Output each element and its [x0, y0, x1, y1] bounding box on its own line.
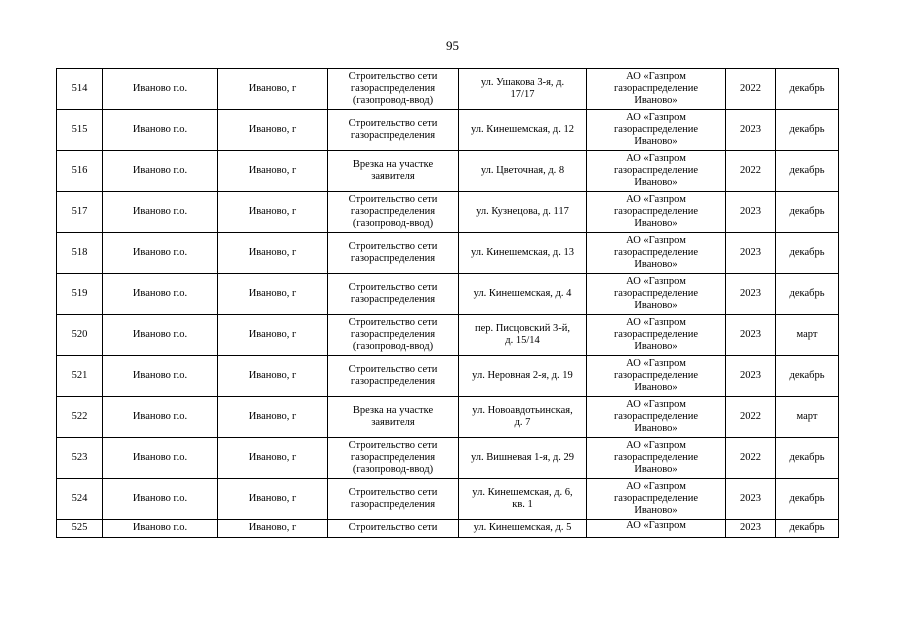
cell-address: ул. Кинешемская, д. 6, кв. 1 [459, 479, 587, 520]
cell-settlement: Иваново, г [218, 479, 328, 520]
cell-organization: АО «Газпром газораспределение Иваново» [587, 315, 726, 356]
table-row [57, 69, 839, 110]
cell-month: декабрь [776, 110, 839, 151]
cell-year: 2023 [726, 110, 776, 151]
cell-organization: АО «Газпром газораспределение Иваново» [587, 69, 726, 110]
cell-row-number: 525 [57, 520, 103, 538]
cell-organization: АО «Газпром газораспределение Иваново» [587, 110, 726, 151]
cell-year: 2022 [726, 69, 776, 110]
cell-municipality: Иваново г.о. [103, 233, 218, 274]
cell-settlement: Иваново, г [218, 274, 328, 315]
cell-municipality: Иваново г.о. [103, 274, 218, 315]
cell-settlement: Иваново, г [218, 192, 328, 233]
cell-year: 2022 [726, 397, 776, 438]
cell-municipality: Иваново г.о. [103, 110, 218, 151]
table-row [57, 520, 839, 538]
cell-address: ул. Вишневая 1-я, д. 29 [459, 438, 587, 479]
page-number: 95 [446, 38, 459, 53]
cell-organization: АО «Газпром газораспределение Иваново» [587, 233, 726, 274]
cell-month: декабрь [776, 233, 839, 274]
cell-year: 2022 [726, 151, 776, 192]
cell-month: декабрь [776, 479, 839, 520]
cell-row-number: 523 [57, 438, 103, 479]
cell-year: 2023 [726, 274, 776, 315]
cell-month: март [776, 315, 839, 356]
cell-settlement: Иваново, г [218, 233, 328, 274]
cell-organization: АО «Газпром газораспределение Иваново» [587, 274, 726, 315]
cell-month: декабрь [776, 192, 839, 233]
cell-settlement: Иваново, г [218, 151, 328, 192]
cell-address: ул. Ушакова 3-я, д. 17/17 [459, 69, 587, 110]
cell-address: ул. Неровная 2-я, д. 19 [459, 356, 587, 397]
cell-work-type: Строительство сети газораспределения [328, 479, 459, 520]
cell-month: декабрь [776, 438, 839, 479]
cell-year: 2022 [726, 438, 776, 479]
table-row [57, 110, 839, 151]
cell-address: ул. Кинешемская, д. 4 [459, 274, 587, 315]
cell-month: декабрь [776, 356, 839, 397]
cell-month: декабрь [776, 151, 839, 192]
cell-year: 2023 [726, 356, 776, 397]
cell-month: декабрь [776, 274, 839, 315]
cell-month: декабрь [776, 520, 839, 538]
cell-row-number: 515 [57, 110, 103, 151]
gasification-schedule-table [56, 68, 839, 538]
cell-work-type: Строительство сети газораспределения (газопровод-ввод) [328, 438, 459, 479]
cell-municipality: Иваново г.о. [103, 479, 218, 520]
cell-work-type: Строительство сети газораспределения (газопровод-ввод) [328, 192, 459, 233]
cell-month: март [776, 397, 839, 438]
cell-work-type: Строительство сети газораспределения (газопровод-ввод) [328, 69, 459, 110]
cell-row-number: 520 [57, 315, 103, 356]
table-row [57, 479, 839, 520]
table-row [57, 438, 839, 479]
cell-settlement: Иваново, г [218, 438, 328, 479]
cell-settlement: Иваново, г [218, 110, 328, 151]
table-row [57, 397, 839, 438]
table-row [57, 274, 839, 315]
cell-address: пер. Писцовский 3-й, д. 15/14 [459, 315, 587, 356]
cell-organization: АО «Газпром газораспределение Иваново» [587, 438, 726, 479]
cell-year: 2023 [726, 520, 776, 538]
cell-address: ул. Кинешемская, д. 12 [459, 110, 587, 151]
cell-organization: АО «Газпром [587, 520, 726, 538]
cell-municipality: Иваново г.о. [103, 520, 218, 538]
cell-work-type: Строительство сети газораспределения [328, 110, 459, 151]
cell-row-number: 524 [57, 479, 103, 520]
cell-address: ул. Кинешемская, д. 5 [459, 520, 587, 538]
cell-municipality: Иваново г.о. [103, 438, 218, 479]
cell-row-number: 521 [57, 356, 103, 397]
cell-address: ул. Цветочная, д. 8 [459, 151, 587, 192]
table-row [57, 192, 839, 233]
cell-work-type: Строительство сети газораспределения [328, 356, 459, 397]
table-row [57, 356, 839, 397]
cell-organization: АО «Газпром газораспределение Иваново» [587, 192, 726, 233]
cell-year: 2023 [726, 479, 776, 520]
cell-settlement: Иваново, г [218, 356, 328, 397]
cell-settlement: Иваново, г [218, 520, 328, 538]
cell-year: 2023 [726, 315, 776, 356]
cell-municipality: Иваново г.о. [103, 192, 218, 233]
cell-address: ул. Кинешемская, д. 13 [459, 233, 587, 274]
cell-municipality: Иваново г.о. [103, 356, 218, 397]
cell-row-number: 518 [57, 233, 103, 274]
cell-work-type: Врезка на участке заявителя [328, 151, 459, 192]
cell-work-type: Врезка на участке заявителя [328, 397, 459, 438]
cell-municipality: Иваново г.о. [103, 69, 218, 110]
table-row [57, 233, 839, 274]
cell-municipality: Иваново г.о. [103, 315, 218, 356]
cell-organization: АО «Газпром газораспределение Иваново» [587, 356, 726, 397]
cell-settlement: Иваново, г [218, 397, 328, 438]
cell-row-number: 517 [57, 192, 103, 233]
cell-address: ул. Кузнецова, д. 117 [459, 192, 587, 233]
cell-work-type: Строительство сети газораспределения (газопровод-ввод) [328, 315, 459, 356]
cell-organization: АО «Газпром газораспределение Иваново» [587, 397, 726, 438]
table-row [57, 315, 839, 356]
cell-organization: АО «Газпром газораспределение Иваново» [587, 151, 726, 192]
cell-organization: АО «Газпром газораспределение Иваново» [587, 479, 726, 520]
cell-settlement: Иваново, г [218, 69, 328, 110]
cell-work-type: Строительство сети газораспределения [328, 233, 459, 274]
cell-row-number: 519 [57, 274, 103, 315]
table-row [57, 151, 839, 192]
cell-address: ул. Новоавдотьинская, д. 7 [459, 397, 587, 438]
cell-month: декабрь [776, 69, 839, 110]
cell-year: 2023 [726, 233, 776, 274]
cell-work-type: Строительство сети газораспределения [328, 274, 459, 315]
cell-row-number: 522 [57, 397, 103, 438]
cell-row-number: 516 [57, 151, 103, 192]
cell-municipality: Иваново г.о. [103, 397, 218, 438]
cell-settlement: Иваново, г [218, 315, 328, 356]
cell-year: 2023 [726, 192, 776, 233]
cell-work-type: Строительство сети [328, 520, 459, 538]
cell-row-number: 514 [57, 69, 103, 110]
cell-municipality: Иваново г.о. [103, 151, 218, 192]
